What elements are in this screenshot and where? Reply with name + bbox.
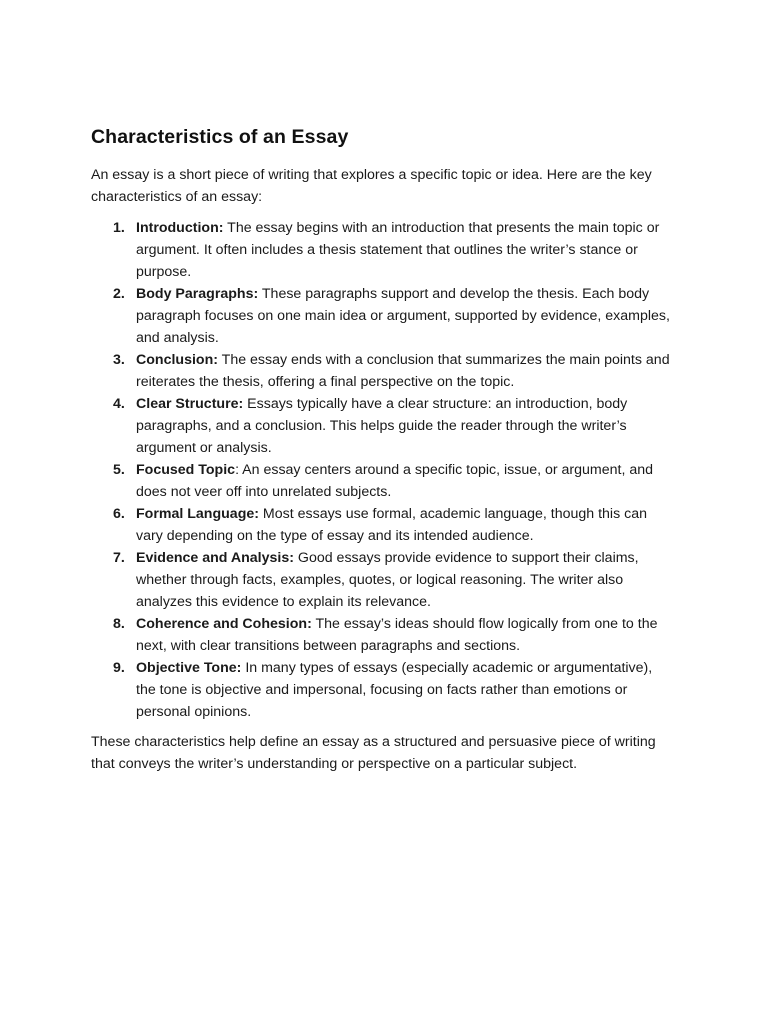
item-number: 8. — [113, 616, 125, 632]
item-term: Coherence and Cohesion: — [136, 616, 312, 632]
list-item — [91, 547, 672, 613]
page-title: Characteristics of an Essay — [91, 126, 349, 148]
item-term: Clear Structure: — [136, 396, 244, 412]
item-term: Body Paragraphs: — [136, 286, 259, 302]
item-number: 1. — [113, 220, 125, 236]
closing-paragraph: These characteristics help define an essay as a structured and persuasive piece of writing that conveys the writer’s understanding or perspective on a particular subject. — [91, 734, 656, 772]
item-number: 6. — [113, 506, 125, 522]
item-text: Essays typically have a clear structure: an introduction, body paragraphs, and a conclusion. This helps guide the reader through the writer’s argument or analysis. — [136, 396, 628, 456]
item-text: These paragraphs support and develop the thesis. Each body paragraph focuses on one main idea or argument, supported by evidence, examples, and analysis. — [136, 286, 670, 346]
item-term: Conclusion: — [136, 352, 218, 368]
item-text: The essay begins with an introduction that presents the main topic or argument. It often includes a thesis statement that outlines the writer’s stance or purpose. — [136, 220, 660, 280]
list-item — [91, 349, 672, 393]
list-item — [91, 657, 672, 723]
item-number: 4. — [113, 396, 125, 412]
item-term: Introduction: — [136, 220, 224, 236]
item-text: Good essays provide evidence to support their claims, whether through facts, examples, quotes, or logical reasoning. The writer also analyzes this evidence to explain its relevance. — [136, 550, 639, 610]
item-text: In many types of essays (especially academic or argumentative), the tone is objective and impersonal, focusing on facts rather than emotions or personal opinions. — [136, 660, 653, 720]
item-term: Focused Topic — [136, 462, 236, 478]
list-item — [91, 459, 672, 503]
item-term: Objective Tone: — [136, 660, 242, 676]
item-text: : An essay centers around a specific topic, issue, or argument, and does not veer off into unrelated subjects. — [136, 462, 654, 500]
item-term: Formal Language: — [136, 506, 259, 522]
list-item — [91, 283, 672, 349]
item-number: 5. — [113, 462, 125, 478]
list-item — [91, 393, 672, 459]
item-number: 7. — [113, 550, 125, 566]
item-number: 2. — [113, 286, 125, 302]
list-item — [91, 613, 672, 657]
list-item — [91, 217, 672, 283]
item-text: The essay ends with a conclusion that summarizes the main points and reiterates the thesis, offering a final perspective on the topic. — [136, 352, 670, 390]
list-item — [91, 503, 672, 547]
item-text: Most essays use formal, academic language, though this can vary depending on the type of essay and its intended audience. — [136, 506, 647, 544]
item-number: 3. — [113, 352, 125, 368]
characteristics-list — [91, 217, 672, 723]
item-term: Evidence and Analysis: — [136, 550, 294, 566]
item-text: The essay’s ideas should flow logically from one to the next, with clear transitions between paragraphs and sections. — [136, 616, 658, 654]
intro-paragraph: An essay is a short piece of writing that explores a specific topic or idea. Here are the key characteristics of an essay: — [91, 167, 652, 205]
item-number: 9. — [113, 660, 125, 676]
